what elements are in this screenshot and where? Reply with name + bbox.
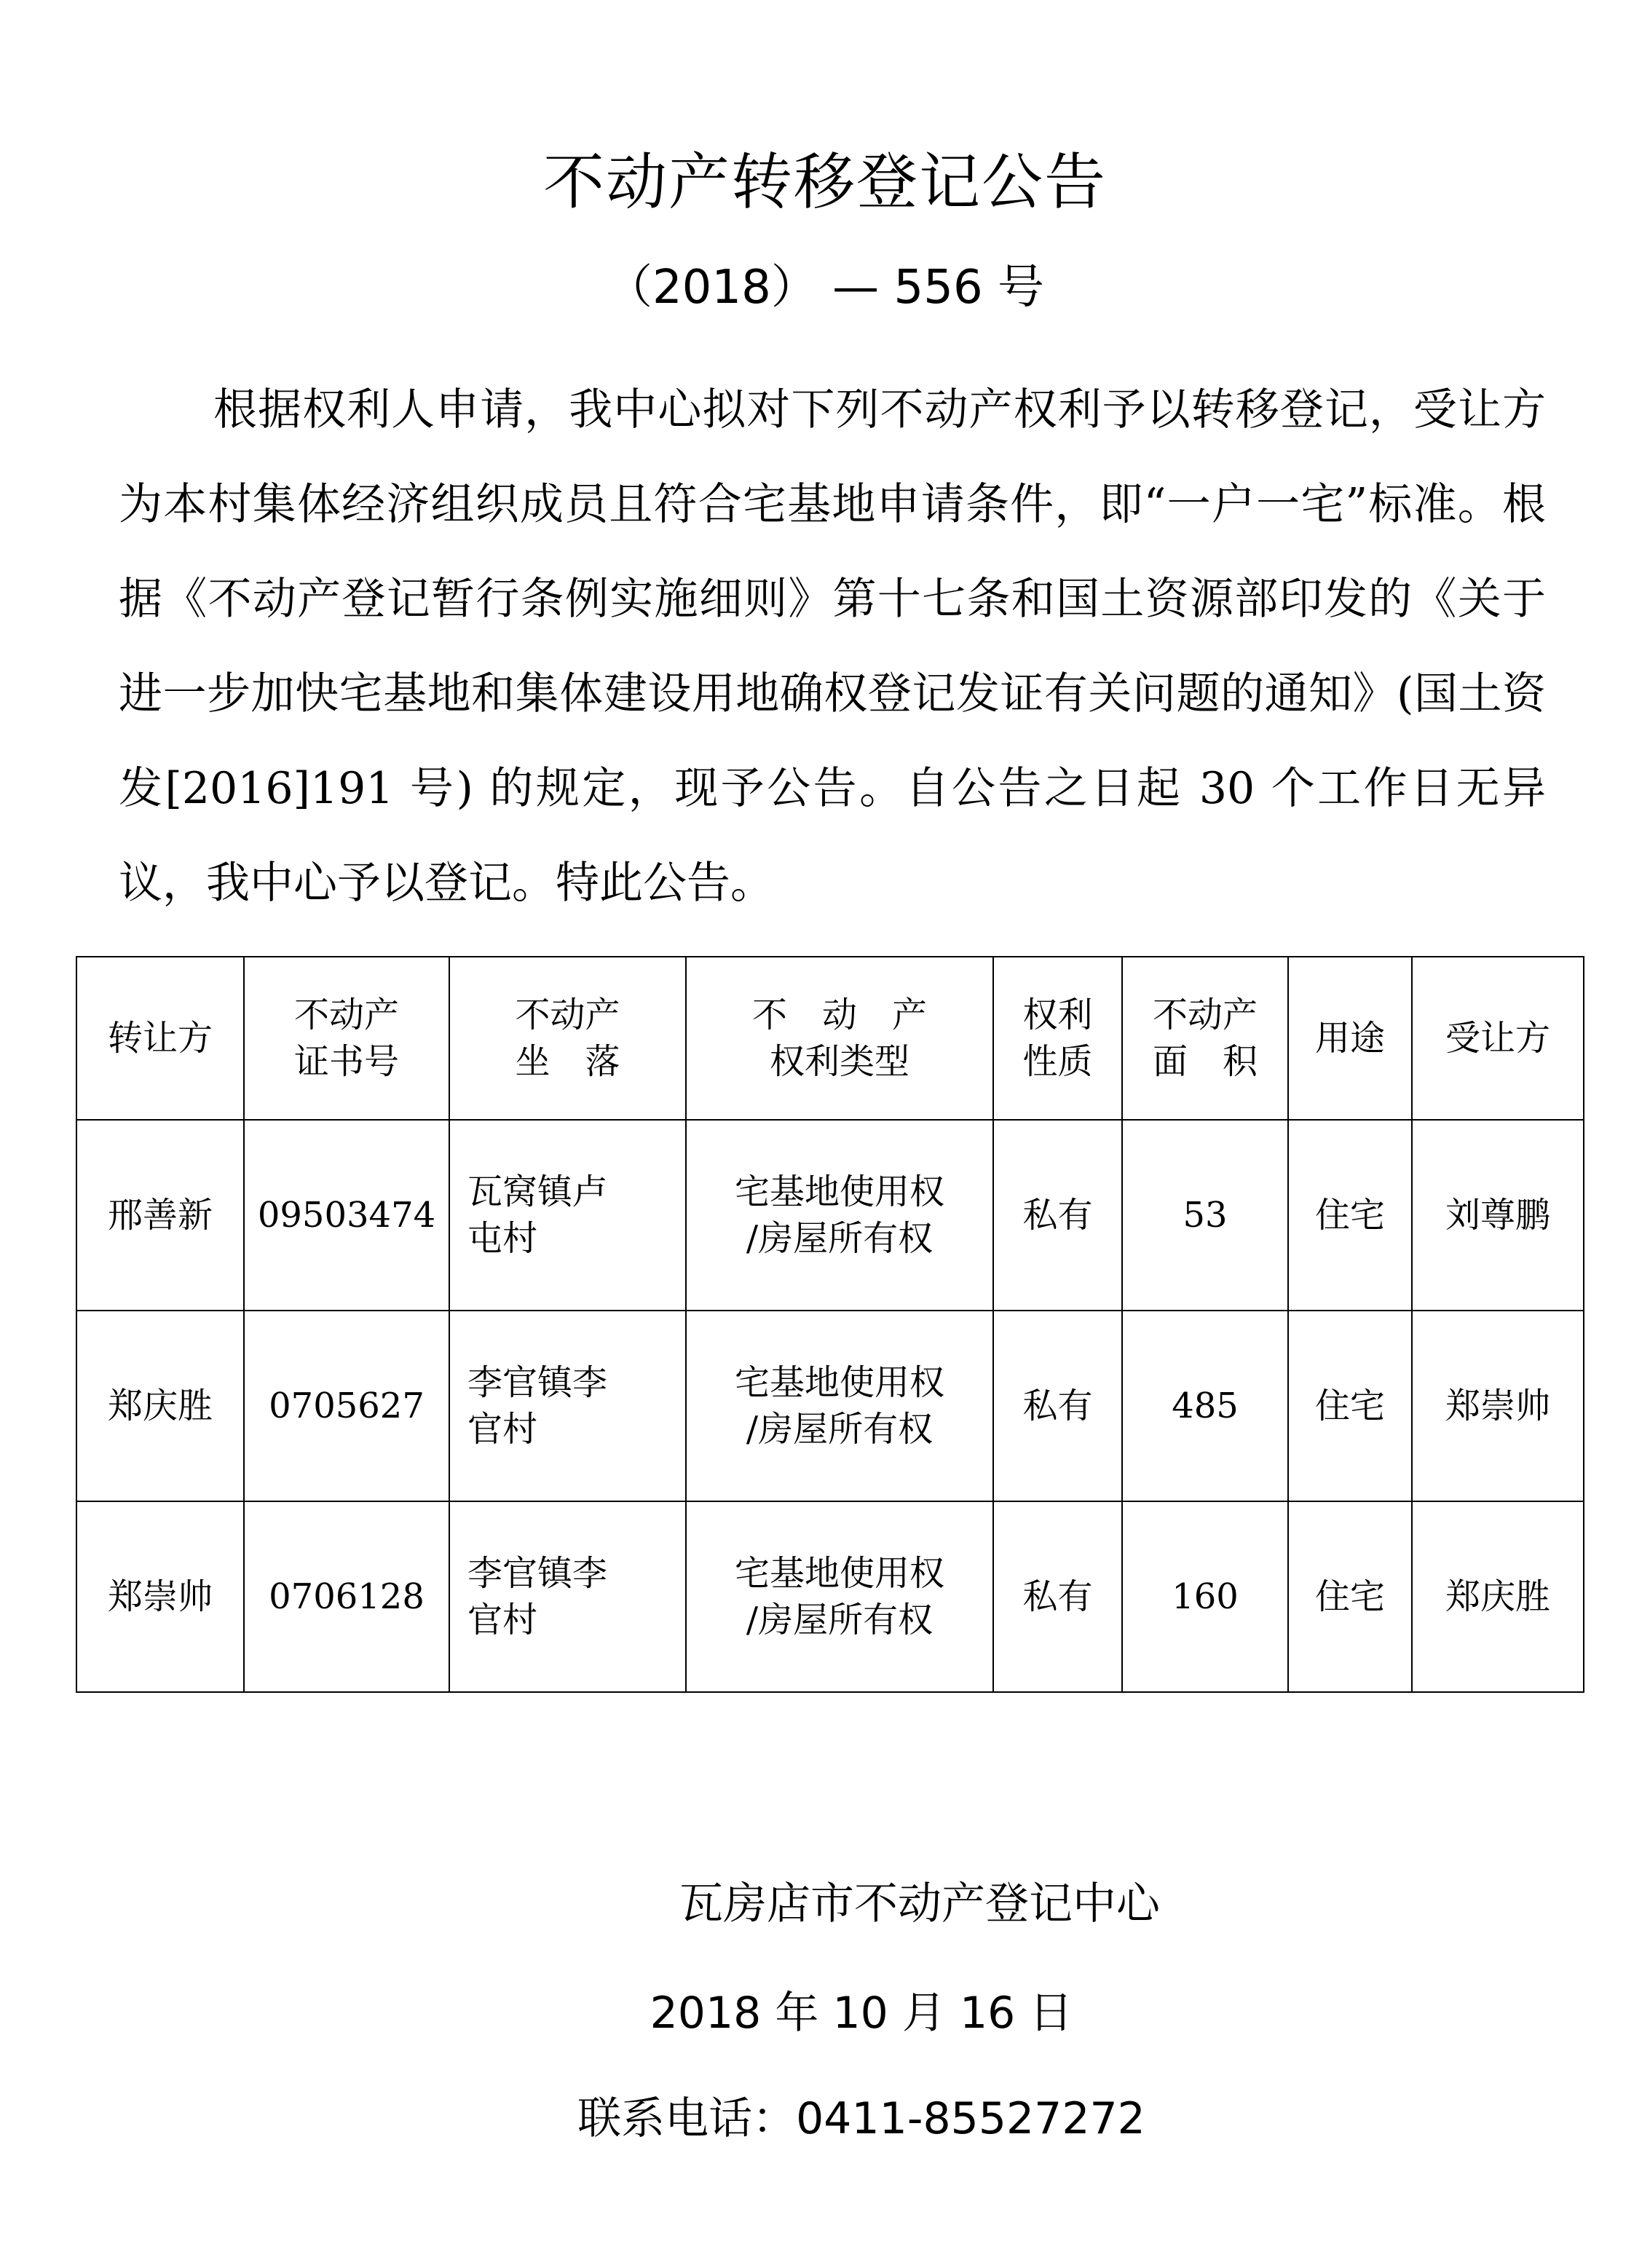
cell-location: 李官镇李 官村 [449,1501,686,1692]
cell-cert-no: 0706128 [244,1501,449,1692]
header-nature: 权利 性质 [993,957,1122,1120]
cell-area: 53 [1122,1120,1288,1311]
cell-nature: 私有 [993,1120,1122,1311]
cell-right-type: 宅基地使用权 /房屋所有权 [686,1311,993,1501]
document-number: （2018） — 556 号 [605,261,1045,315]
header-right-type: 不 动 产 权利类型 [686,957,993,1120]
registration-table [76,956,1584,1693]
header-location: 不动产 坐 落 [449,957,686,1120]
table-header-row [76,957,1584,1120]
cell-cert-no: 09503474 [244,1120,449,1311]
header-cert-no: 不动产 证书号 [244,957,449,1120]
document-title: 不动产转移登记公告 [542,146,1107,218]
cell-nature: 私有 [993,1501,1122,1692]
issue-date: 2018 年 10 月 16 日 [650,1988,1073,2039]
cell-usage: 住宅 [1288,1311,1412,1501]
cell-area: 485 [1122,1311,1288,1501]
cell-transferor: 邢善新 [76,1120,244,1311]
cell-cert-no: 0705627 [244,1311,449,1501]
cell-area: 160 [1122,1501,1288,1692]
header-area: 不动产 面 积 [1122,957,1288,1120]
cell-usage: 住宅 [1288,1120,1412,1311]
cell-transferee: 郑庆胜 [1412,1501,1584,1692]
cell-transferor: 郑庆胜 [76,1311,244,1501]
announcement-body: 根据权利人申请，我中心拟对下列不动产权利予以转移登记，受让方为本村集体经济组织成员且符合宅基地申请条件，即“一户一宅”标准。根据《不动产登记暂行条例实施细则》第十七条和国土资源部印发的《关于进一步加快宅基地和集体建设用地确权登记发证有关问题的通知》(国土资发[2016]191 号) 的规定，现予公告。自公告之日起 30 个工作日无异议，我中心予以登记。特此公告。 [119,384,1546,909]
contact-phone: 联系电话：0411-85527272 [577,2093,1145,2144]
header-transferee: 受让方 [1412,957,1584,1120]
cell-location: 李官镇李 官村 [449,1311,686,1501]
table-row [76,1501,1584,1692]
cell-nature: 私有 [993,1311,1122,1501]
cell-usage: 住宅 [1288,1501,1412,1692]
issuing-organization: 瓦房店市不动产登记中心 [679,1878,1160,1929]
cell-transferor: 郑崇帅 [76,1501,244,1692]
cell-transferee: 郑崇帅 [1412,1311,1584,1501]
header-usage: 用途 [1288,957,1412,1120]
cell-right-type: 宅基地使用权 /房屋所有权 [686,1501,993,1692]
cell-location: 瓦窝镇卢 屯村 [449,1120,686,1311]
table-row [76,1311,1584,1501]
cell-transferee: 刘尊鹏 [1412,1120,1584,1311]
header-transferor: 转让方 [76,957,244,1120]
cell-right-type: 宅基地使用权 /房屋所有权 [686,1120,993,1311]
table-row [76,1120,1584,1311]
